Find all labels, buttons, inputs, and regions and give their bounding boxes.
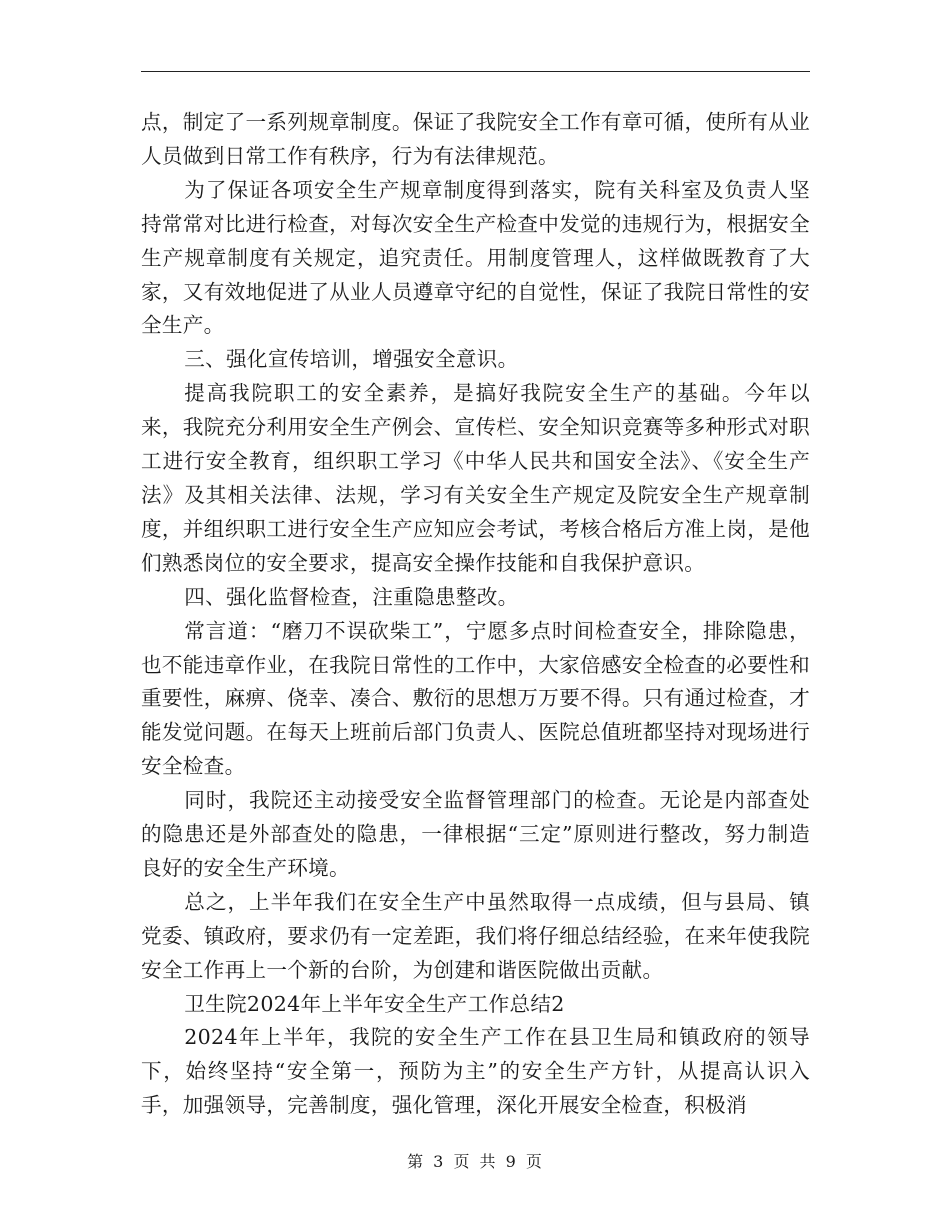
paragraph-1: 点，制定了一系列规章制度。保证了我院安全工作有章可循，使所有从业人员做到日常工作有秩序，行为有法律规范。 [141, 110, 810, 168]
paragraph-4: 提高我院职工的安全素养，是搞好我院安全生产的基础。今年以来，我院充分利用安全生产例会、宣传栏、安全知识竞赛等多种形式对职工进行安全教育，组织职工学习《中华人民共和国安全法》、《安全生产法》及其相关法律、法规，学习有关安全生产规定及院安全生产规章制度，并组织职工进行安全生产应知应会考试，考核合格后方准上岗，是他们熟悉岗位的安全要求，提高安全操作技能和自我保护意识。 [141, 381, 810, 575]
paragraph-6: 常言道：“磨刀不误砍柴工”，宁愿多点时间检查安全，排除隐患，也不能违章作业，在我院日常性的工作中，大家倍感安全检查的必要性和重要性，麻痹、侥幸、凑合、敷衍的思想万万要不得。只有通过检查，才能发觉问题。在每天上班前后部门负责人、医院总值班都坚持对现场进行安全检查。 [141, 618, 810, 779]
document-body [141, 106, 810, 1123]
paragraph-7: 同时，我院还主动接受安全监督管理部门的检查。无论是内部查处的隐患还是外部查处的隐患，一律根据“三定”原则进行整改，努力制造良好的安全生产环境。 [141, 788, 810, 880]
page-number-footer: 第 3 页 共 9 页 [407, 1152, 543, 1171]
paragraph-8: 总之，上半年我们在安全生产中虽然取得一点成绩，但与县局、镇党委、镇政府，要求仍有一定差距，我们将仔细总结经验，在来年使我院安全工作再上一个新的台阶，为创建和谐医院做出贡献。 [141, 889, 810, 982]
section-heading-4: 四、强化监督检查，注重隐患整改。 [184, 584, 519, 609]
document-title-2: 卫生院2024年上半年安全生产工作总结2 [184, 991, 565, 1016]
paragraph-10: 2024年上半年，我院的安全生产工作在县卫生局和镇政府的领导下，始终坚持“安全第一，预防为主”的安全生产方针，从提高认识入手，加强领导，完善制度，强化管理，深化开展安全检查，积极消 [141, 1025, 810, 1118]
section-heading-3: 三、强化宣传培训，增强安全意识。 [184, 347, 519, 372]
paragraph-2: 为了保证各项安全生产规章制度得到落实，院有关科室及负责人坚持常常对比进行检查，对每次安全生产检查中发觉的违规行为，根据安全生产规章制度有关规定，追究责任。用制度管理人，这样做既教育了大家，又有效地促进了从业人员遵章守纪的自觉性，保证了我院日常性的安全生产。 [141, 177, 810, 338]
header-rule [141, 71, 810, 72]
